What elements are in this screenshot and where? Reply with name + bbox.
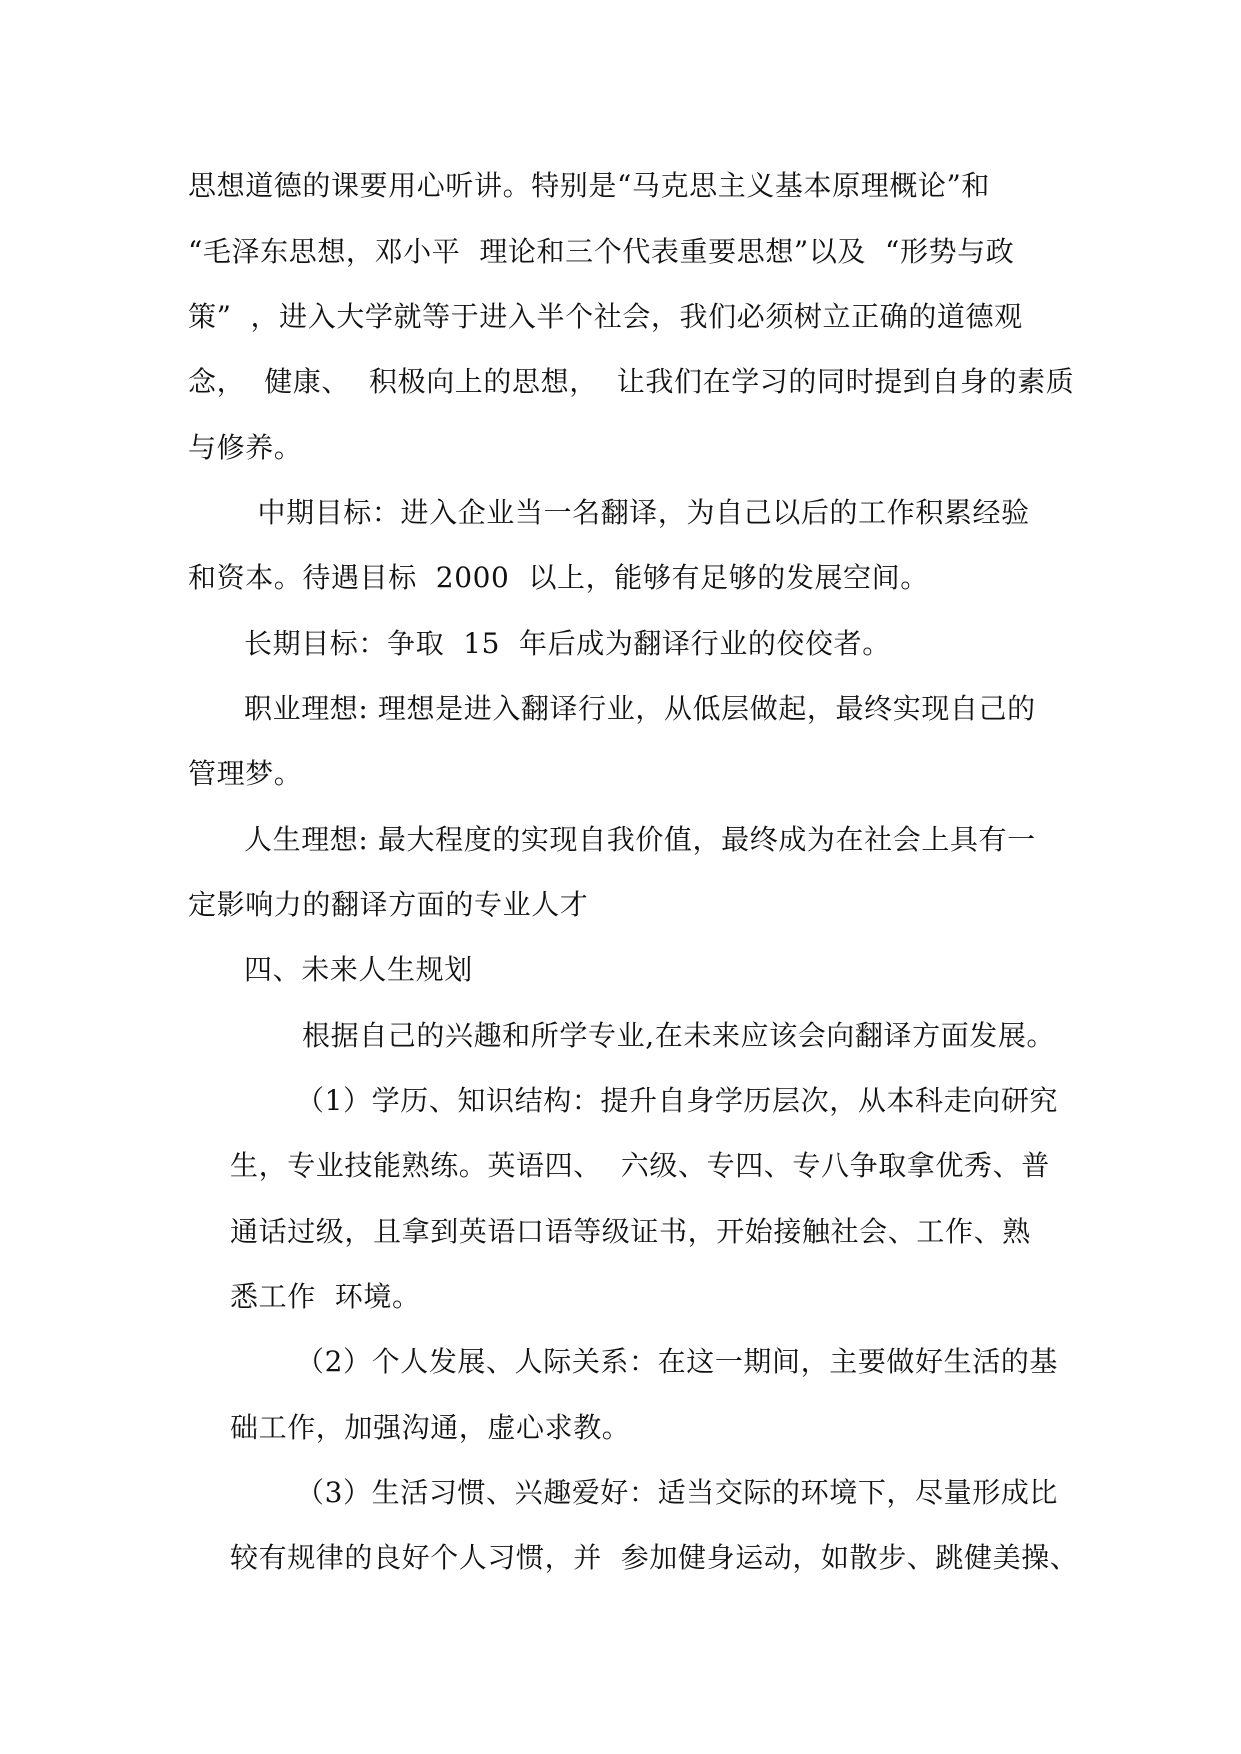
text-line: 人生理想: 最大程度的实现自我价值，最终成为在社会上具有一 bbox=[244, 823, 1036, 856]
text-line: “毛泽东思想，邓小平 理论和三个代表重要思想”以及 “形势与政 bbox=[188, 235, 1015, 268]
text-line: 思想道德的课要用心听讲。特别是“马克思主义基本原理概论”和 bbox=[188, 169, 991, 202]
text-line: 悉工作 环境。 bbox=[230, 1280, 421, 1313]
text-line: （3）生活习惯、兴趣爱好：适当交际的环境下，尽量形成比 bbox=[296, 1476, 1059, 1509]
text-line: 通话过级，且拿到英语口语等级证书，开始接触社会、工作、熟 bbox=[230, 1215, 1031, 1248]
text-line: 念， 健康、 积极向上的思想， 让我们在学习的同时提到自身的素质 bbox=[188, 365, 1075, 398]
section-heading: 四、未来人生规划 bbox=[244, 953, 473, 986]
text-line: 长期目标：争取 15 年后成为翻译行业的佼佼者。 bbox=[244, 627, 891, 660]
text-line: 与修养。 bbox=[188, 431, 303, 464]
text-line: 策” ，进入大学就等于进入半个社会，我们必须树立正确的道德观 bbox=[188, 300, 1023, 333]
text-line: 根据自己的兴趣和所学专业,在未来应该会向翻译方面发展。 bbox=[302, 1019, 1056, 1052]
text-line: （2）个人发展、人际关系：在这一期间，主要做好生活的基 bbox=[296, 1345, 1059, 1378]
text-line: 职业理想: 理想是进入翻译行业，从低层做起，最终实现自己的 bbox=[244, 692, 1036, 725]
text-line: （1）学历、知识结构：提升自身学历层次，从本科走向研究 bbox=[296, 1084, 1059, 1117]
text-line: 中期目标：进入企业当一名翻译，为自己以后的工作积累经验 bbox=[248, 496, 1030, 529]
text-line: 生，专业技能熟练。英语四、 六级、专四、专八争取拿优秀、普 bbox=[230, 1149, 1050, 1182]
text-line: 较有规律的良好个人习惯，并 参加健身运动，如散步、跳健美操、 bbox=[230, 1541, 1079, 1574]
text-line: 础工作，加强沟通，虚心求教。 bbox=[230, 1411, 631, 1444]
text-line: 和资本。待遇目标 2000 以上，能够有足够的发展空间。 bbox=[188, 561, 929, 594]
text-line: 管理梦。 bbox=[188, 757, 303, 790]
text-line: 定影响力的翻译方面的专业人才 bbox=[188, 888, 589, 921]
